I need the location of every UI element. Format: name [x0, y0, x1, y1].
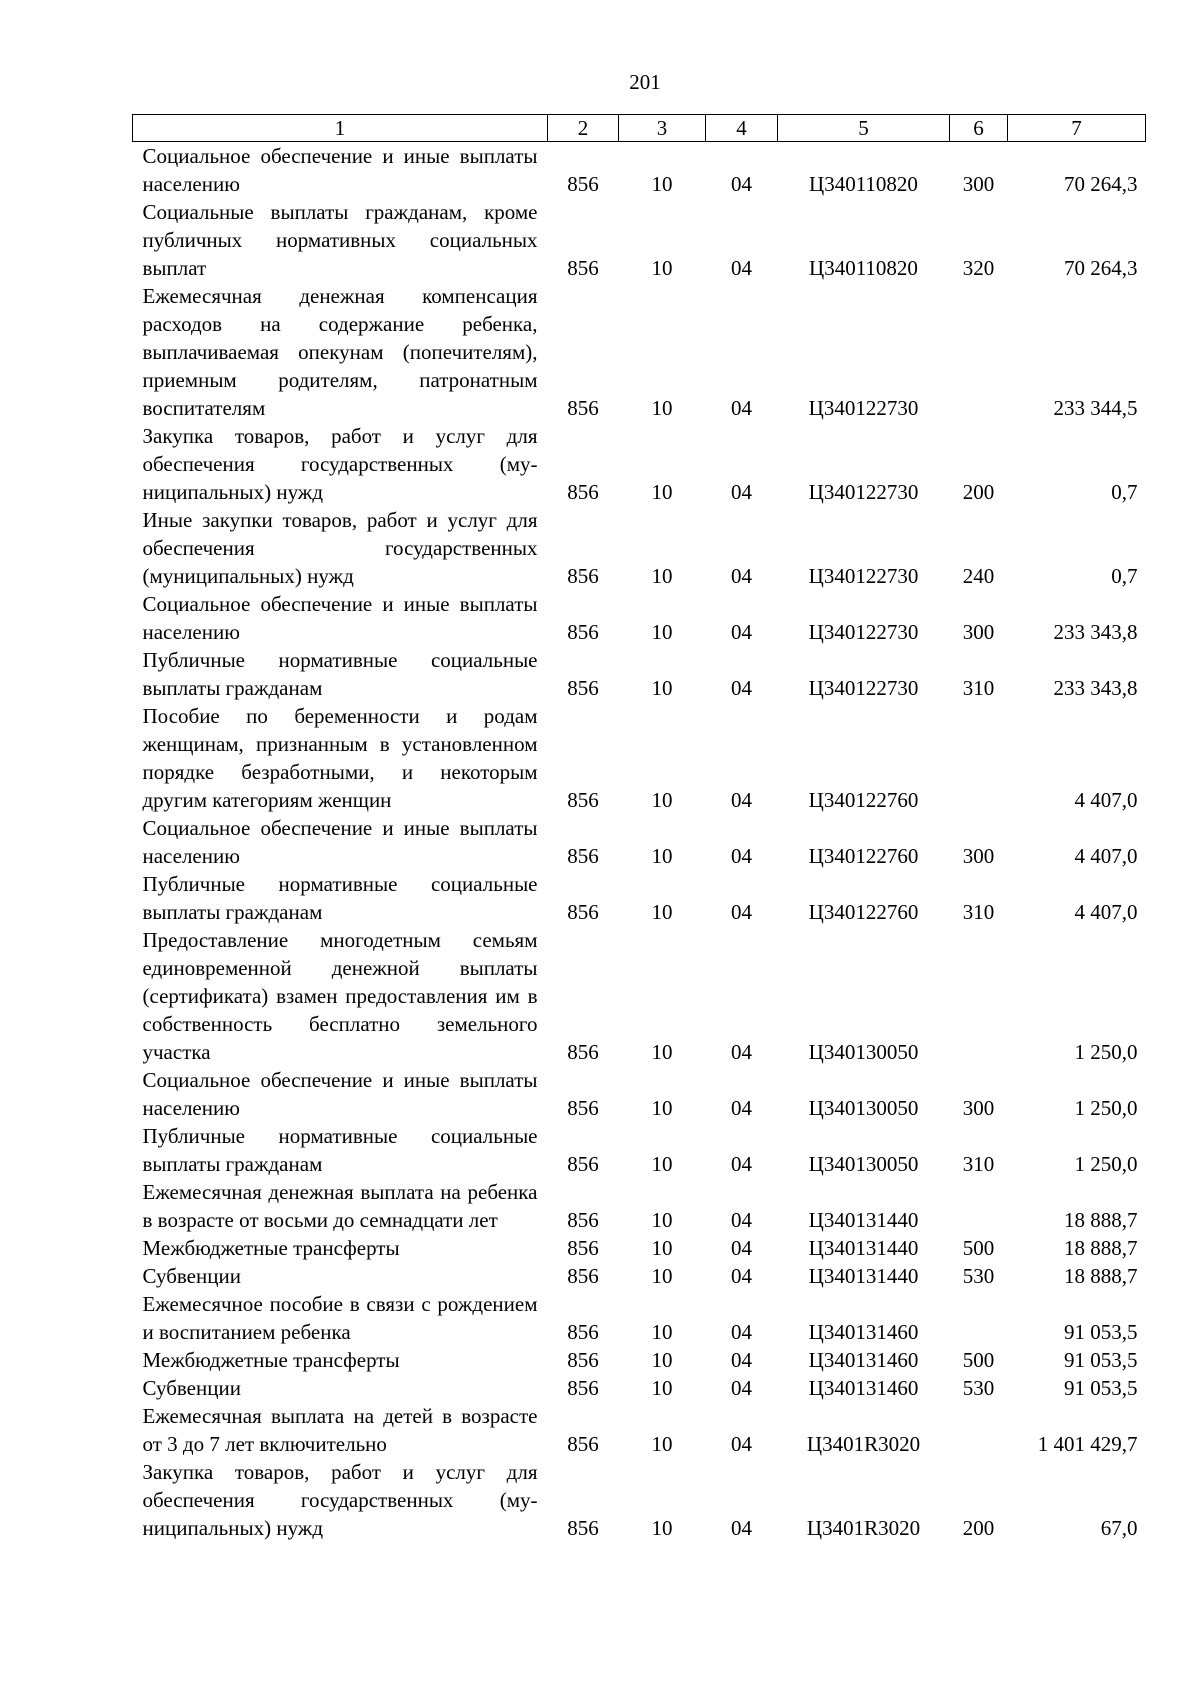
row-name: Социальное обеспечение и иные выплаты населению — [142, 144, 538, 196]
row-target-item: Ц340131460 — [808, 1348, 919, 1372]
table-row — [133, 1122, 1146, 1178]
row-target-item: Ц340122760 — [808, 844, 919, 868]
row-name: Публичные нормативные социальные выплаты гражданам — [142, 872, 538, 924]
row-section: 10 — [651, 1432, 673, 1456]
row-amount: 91 053,5 — [1064, 1348, 1138, 1372]
row-ministry-code: 856 — [567, 900, 599, 924]
row-expense-type: 500 — [962, 1236, 995, 1260]
header-col-4: 4 — [706, 115, 778, 142]
table-row — [133, 1290, 1146, 1346]
row-target-item: Ц340122730 — [808, 396, 919, 420]
row-ministry-code: 856 — [567, 1264, 599, 1288]
row-ministry-code: 856 — [567, 788, 599, 812]
table-header — [133, 115, 1146, 142]
row-name: Закупка товаров, работ и услуг для обеспечения государственных (муниципальных) нужд — [142, 1460, 538, 1540]
row-ministry-code: 856 — [567, 844, 599, 868]
row-expense-type — [950, 926, 1008, 1066]
row-expense-type: 200 — [962, 1516, 995, 1540]
row-expense-type: 310 — [962, 1152, 995, 1176]
row-amount: 1 250,0 — [1074, 1152, 1138, 1176]
row-section: 10 — [651, 1348, 673, 1372]
table-row — [133, 870, 1146, 926]
row-section: 10 — [651, 396, 673, 420]
row-name: Публичные нормативные социальные выплаты гражданам — [142, 648, 538, 700]
row-target-item: Ц3401R3020 — [806, 1516, 921, 1540]
row-subsection: 04 — [731, 620, 752, 644]
row-subsection: 04 — [731, 844, 752, 868]
row-amount: 18 888,7 — [1064, 1208, 1138, 1232]
row-ministry-code: 856 — [567, 1152, 599, 1176]
row-ministry-code: 856 — [567, 676, 599, 700]
row-section: 10 — [651, 788, 673, 812]
row-subsection: 04 — [731, 900, 752, 924]
row-name: Иные закупки товаров, работ и услуг для обеспечения государственных (муниципальных) нужд — [142, 508, 538, 588]
row-name: Межбюджетные трансферты — [142, 1348, 400, 1372]
row-amount: 0,7 — [1111, 480, 1138, 504]
row-name: Социальное обеспечение и иные выплаты населению — [142, 1068, 538, 1120]
row-subsection: 04 — [731, 1348, 752, 1372]
row-ministry-code: 856 — [567, 1376, 599, 1400]
row-name: Субвенции — [142, 1376, 241, 1400]
row-name: Социальное обеспечение и иные выплаты населению — [142, 592, 538, 644]
row-section: 10 — [651, 480, 673, 504]
table-row — [133, 1066, 1146, 1122]
row-expense-type: 310 — [962, 900, 995, 924]
table-row — [133, 1346, 1146, 1374]
header-col-6: 6 — [950, 115, 1008, 142]
row-subsection: 04 — [731, 564, 752, 588]
row-ministry-code: 856 — [567, 620, 599, 644]
row-amount: 1 250,0 — [1074, 1040, 1138, 1064]
page-number: 201 — [629, 70, 661, 94]
row-section: 10 — [651, 564, 673, 588]
table-row — [133, 142, 1146, 199]
row-expense-type: 500 — [962, 1348, 995, 1372]
header-col-3: 3 — [619, 115, 706, 142]
row-section: 10 — [651, 1264, 673, 1288]
row-name: Ежемесячное пособие в связи с рождением и воспитанием ребенка — [142, 1292, 538, 1344]
row-section: 10 — [651, 620, 673, 644]
row-amount: 91 053,5 — [1064, 1376, 1138, 1400]
table-row — [133, 590, 1146, 646]
row-name: Субвенции — [142, 1264, 241, 1288]
row-amount: 233 343,8 — [1053, 620, 1138, 644]
row-subsection: 04 — [731, 480, 752, 504]
row-target-item: Ц340122760 — [808, 788, 919, 812]
row-amount: 4 407,0 — [1074, 844, 1138, 868]
row-target-item: Ц340130050 — [808, 1096, 919, 1120]
row-name: Межбюджетные трансферты — [142, 1236, 400, 1260]
row-expense-type: 300 — [962, 620, 995, 644]
row-target-item: Ц340131440 — [808, 1208, 919, 1232]
row-expense-type: 240 — [962, 564, 995, 588]
row-target-item: Ц340130050 — [808, 1152, 919, 1176]
table-row — [133, 814, 1146, 870]
row-ministry-code: 856 — [567, 1516, 599, 1540]
row-ministry-code: 856 — [567, 1040, 599, 1064]
row-target-item: Ц340110820 — [809, 256, 918, 280]
table-row — [133, 1262, 1146, 1290]
row-expense-type: 530 — [962, 1376, 995, 1400]
row-expense-type: 300 — [962, 844, 995, 868]
row-subsection: 04 — [731, 1376, 752, 1400]
row-name: Предоставление многодетным семьям единовременной денежной выплаты (сертификата) взамен предоставления им в собственность бесплатно земельного участка — [142, 928, 538, 1064]
row-expense-type — [950, 1402, 1008, 1458]
row-name: Ежемесячная денежная компенсация расходов на содержание ребенка, выплачиваемая опекунам (попечителям), приемным родителям, патронатным воспитателям — [142, 284, 538, 420]
row-target-item: Ц340122730 — [808, 676, 919, 700]
row-name: Социальные выплаты гражданам, кроме публичных нормативных социальных выплат — [142, 200, 538, 280]
row-expense-type: 310 — [962, 676, 995, 700]
row-name: Ежемесячная выплата на детей в возрасте от 3 до 7 лет включительно — [142, 1404, 538, 1456]
row-amount: 67,0 — [1100, 1516, 1138, 1540]
row-ministry-code: 856 — [567, 396, 599, 420]
table-row — [133, 1374, 1146, 1402]
row-target-item: Ц340122730 — [808, 480, 919, 504]
row-amount: 233 344,5 — [1053, 396, 1138, 420]
row-amount: 91 053,5 — [1064, 1320, 1138, 1344]
row-ministry-code: 856 — [567, 1348, 599, 1372]
row-subsection: 04 — [731, 1264, 752, 1288]
row-target-item: Ц340131460 — [808, 1376, 919, 1400]
table-row — [133, 198, 1146, 282]
row-ministry-code: 856 — [567, 172, 599, 196]
row-ministry-code: 856 — [567, 480, 599, 504]
row-target-item: Ц340110820 — [809, 172, 918, 196]
row-section: 10 — [651, 1320, 673, 1344]
row-amount: 70 264,3 — [1064, 172, 1138, 196]
row-section: 10 — [651, 676, 673, 700]
row-target-item: Ц340130050 — [808, 1040, 919, 1064]
row-target-item: Ц340131440 — [808, 1236, 919, 1260]
row-ministry-code: 856 — [567, 564, 599, 588]
row-target-item: Ц340131440 — [808, 1264, 919, 1288]
row-amount: 0,7 — [1111, 564, 1138, 588]
row-subsection: 04 — [731, 1208, 752, 1232]
row-subsection: 04 — [731, 1096, 752, 1120]
row-subsection: 04 — [731, 788, 752, 812]
row-ministry-code: 856 — [567, 1208, 599, 1232]
table-row — [133, 422, 1146, 506]
row-expense-type — [950, 1178, 1008, 1234]
table-row — [133, 506, 1146, 590]
row-subsection: 04 — [731, 1320, 752, 1344]
row-expense-type — [950, 1290, 1008, 1346]
row-amount: 18 888,7 — [1064, 1264, 1138, 1288]
table-row — [133, 926, 1146, 1066]
row-target-item: Ц340122760 — [808, 900, 919, 924]
table-row — [133, 1234, 1146, 1262]
row-ministry-code: 856 — [567, 1236, 599, 1260]
row-section: 10 — [651, 1096, 673, 1120]
row-ministry-code: 856 — [567, 256, 599, 280]
row-subsection: 04 — [731, 256, 752, 280]
row-section: 10 — [651, 1208, 673, 1232]
header-col-7: 7 — [1008, 115, 1146, 142]
table-row — [133, 1402, 1146, 1458]
row-subsection: 04 — [731, 172, 752, 196]
row-target-item: Ц340122730 — [808, 564, 919, 588]
row-expense-type: 200 — [962, 480, 995, 504]
row-ministry-code: 856 — [567, 1432, 599, 1456]
row-section: 10 — [651, 1376, 673, 1400]
row-section: 10 — [651, 1516, 673, 1540]
row-ministry-code: 856 — [567, 1320, 599, 1344]
row-name: Ежемесячная денежная выплата на ребенка в возрасте от восьми до семнадцати лет — [142, 1180, 538, 1232]
row-name: Пособие по беременности и родам женщинам, признанным в установленном порядке безработными, и некоторым другим категориям женщин — [142, 704, 538, 812]
table-row — [133, 1178, 1146, 1234]
row-section: 10 — [651, 1152, 673, 1176]
budget-table — [132, 114, 1146, 1542]
row-amount: 233 343,8 — [1053, 676, 1138, 700]
row-name: Социальное обеспечение и иные выплаты населению — [142, 816, 538, 868]
row-name: Закупка товаров, работ и услуг для обеспечения государственных (муниципальных) нужд — [142, 424, 538, 504]
row-subsection: 04 — [731, 1432, 752, 1456]
row-amount: 18 888,7 — [1064, 1236, 1138, 1260]
row-section: 10 — [651, 256, 673, 280]
row-amount: 4 407,0 — [1074, 900, 1138, 924]
row-subsection: 04 — [731, 1516, 752, 1540]
row-target-item: Ц340131460 — [808, 1320, 919, 1344]
row-amount: 1 401 429,7 — [1037, 1432, 1138, 1456]
row-amount: 4 407,0 — [1074, 788, 1138, 812]
row-target-item: Ц340122730 — [808, 620, 919, 644]
row-section: 10 — [651, 844, 673, 868]
row-expense-type: 530 — [962, 1264, 995, 1288]
table-body — [133, 142, 1146, 1543]
row-subsection: 04 — [731, 1236, 752, 1260]
row-target-item: Ц3401R3020 — [806, 1432, 921, 1456]
row-section: 10 — [651, 1040, 673, 1064]
table-row — [133, 702, 1146, 814]
row-expense-type: 300 — [962, 172, 995, 196]
row-subsection: 04 — [731, 396, 752, 420]
row-expense-type: 320 — [962, 256, 995, 280]
table-row — [133, 282, 1146, 422]
header-col-1: 1 — [133, 115, 548, 142]
row-amount: 70 264,3 — [1064, 256, 1138, 280]
table-row — [133, 646, 1146, 702]
row-expense-type — [950, 282, 1008, 422]
row-subsection: 04 — [731, 1040, 752, 1064]
table-row — [133, 1458, 1146, 1542]
header-row — [133, 115, 1146, 142]
row-section: 10 — [651, 172, 673, 196]
header-col-5: 5 — [778, 115, 950, 142]
row-amount: 1 250,0 — [1074, 1096, 1138, 1120]
header-col-2: 2 — [548, 115, 619, 142]
row-section: 10 — [651, 1236, 673, 1260]
row-name: Публичные нормативные социальные выплаты гражданам — [142, 1124, 538, 1176]
row-ministry-code: 856 — [567, 1096, 599, 1120]
row-subsection: 04 — [731, 1152, 752, 1176]
row-section: 10 — [651, 900, 673, 924]
row-expense-type: 300 — [962, 1096, 995, 1120]
row-subsection: 04 — [731, 676, 752, 700]
row-expense-type — [950, 702, 1008, 814]
